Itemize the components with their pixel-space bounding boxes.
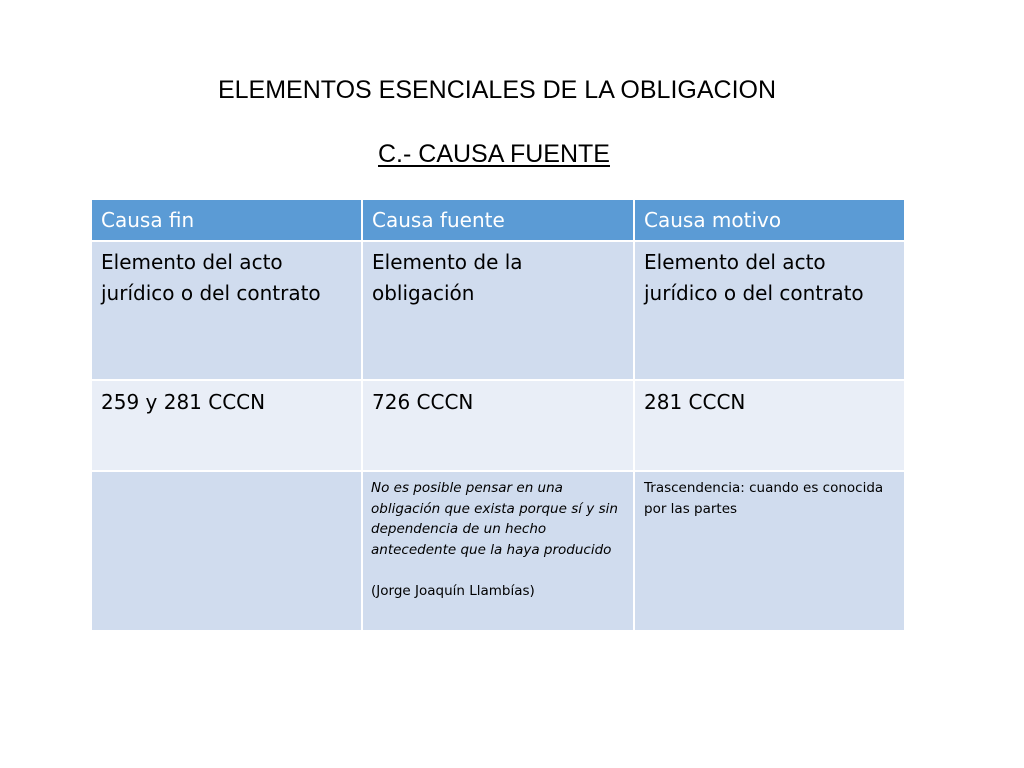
table-header-row — [91, 199, 905, 241]
cell-causa-fin-definition: Elemento del acto jurídico o del contrato — [91, 241, 362, 380]
cell-causa-motivo-articles: 281 CCCN — [634, 380, 905, 471]
header-causa-motivo: Causa motivo — [634, 199, 905, 241]
causa-motivo-note-text: Trascendencia: cuando es conocida por las partes — [644, 480, 884, 517]
slide-title: ELEMENTOS ESENCIALES DE LA OBLIGACION — [217, 76, 777, 104]
causa-table — [90, 198, 906, 632]
cell-causa-fin-note — [91, 471, 362, 631]
cell-causa-fuente-quote — [362, 471, 634, 631]
cell-causa-fuente-definition: Elemento de la obligación — [362, 241, 634, 380]
quote-text: No es posible pensar en una obligación que exista porque sí y sin dependencia de un hecho antecedente que la haya producido — [371, 480, 618, 558]
cell-causa-fin-articles: 259 y 281 CCCN — [91, 380, 362, 471]
cell-causa-motivo-definition: Elemento del acto jurídico o del contrato — [634, 241, 905, 380]
table-row — [91, 471, 905, 631]
table-row — [91, 380, 905, 471]
header-causa-fuente: Causa fuente — [362, 199, 634, 241]
table-row — [91, 241, 905, 380]
quote-author: (Jorge Joaquín Llambías) — [371, 583, 535, 599]
cell-causa-motivo-note — [634, 471, 905, 631]
slide-subtitle: C.- CAUSA FUENTE — [378, 140, 610, 168]
header-causa-fin: Causa fin — [91, 199, 362, 241]
cell-causa-fuente-articles: 726 CCCN — [362, 380, 634, 471]
